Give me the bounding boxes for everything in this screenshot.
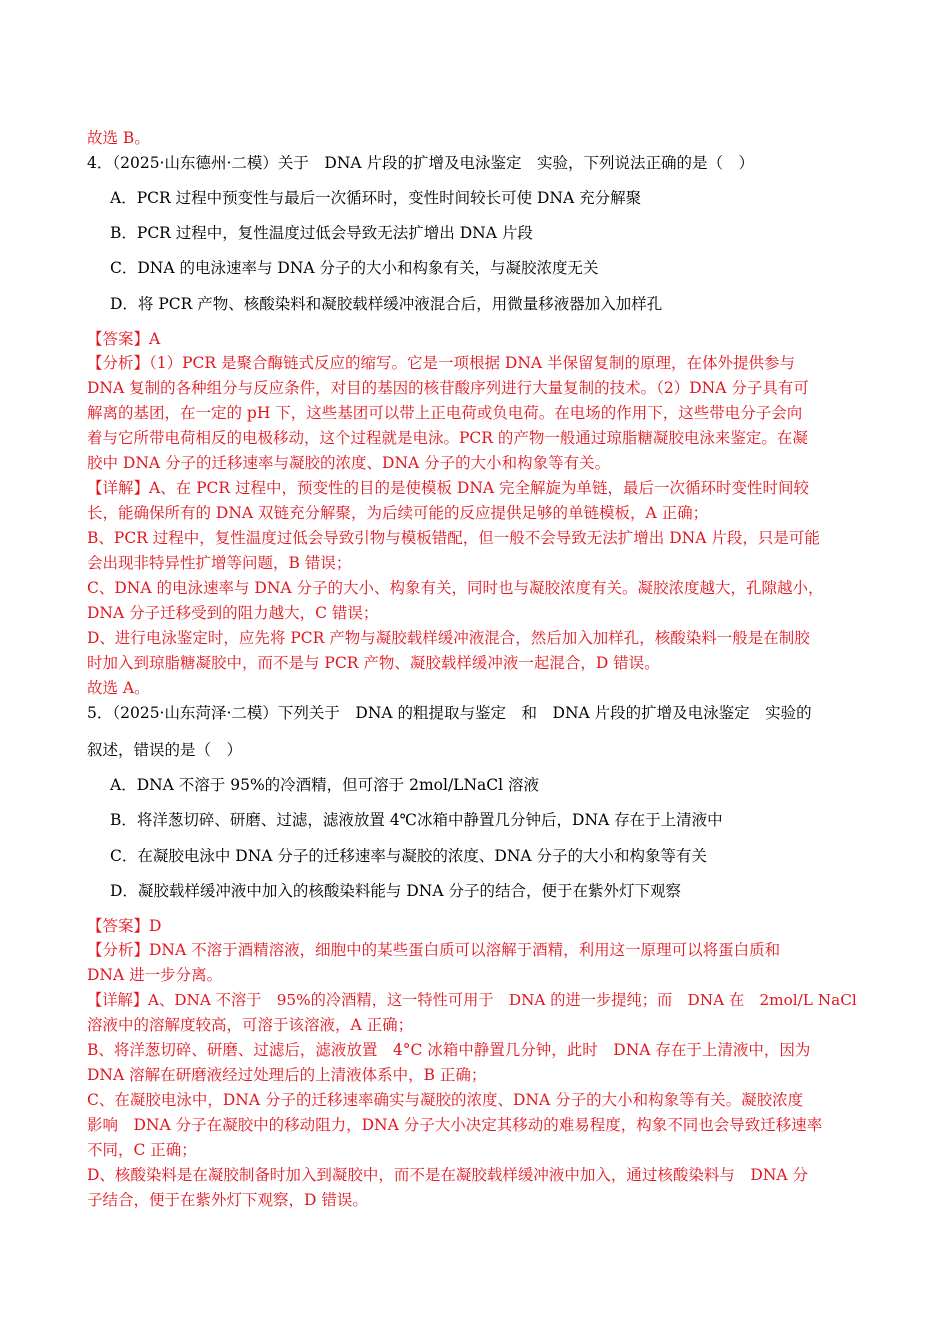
q5-detail-line: 不同，C 正确； <box>87 1141 197 1159</box>
q5-detail-line: B、将洋葱切碎、研磨、过滤后，滤液放置 4°C 冰箱中静置几分钟，此时 DNA 存在于上清液中，因为 <box>87 1041 811 1059</box>
q4-detail-line: B、PCR 过程中，复性温度过低会导致引物与模板错配，但一般不会导致无法扩增出 DNA 片段，只是可能 <box>87 529 820 547</box>
q4-analysis-line: 解离的基团，在一定的 pH 下，这些基团可以带上正电荷或负电荷。在电场的作用下，这些带电分子会向 <box>87 404 803 422</box>
q4-option-d: D．将 PCR 产物、核酸染料和凝胶载样缓冲液混合后，用微量移液器加入加样孔 <box>110 295 663 313</box>
q4-option-c: C．DNA 的电泳速率与 DNA 分子的大小和构象有关，与凝胶浓度无关 <box>110 259 599 277</box>
q4-analysis-line: DNA 复制的各种组分与反应条件，对目的基因的核苷酸序列进行大量复制的技术。（2）DNA 分子具有可 <box>87 379 809 397</box>
q4-detail-line: D、进行电泳鉴定时，应先将 PCR 产物与凝胶载样缓冲液混合，然后加入加样孔，核酸染料一般是在制胶 <box>87 629 810 647</box>
q4-stem: 4．（2025·山东德州·二模）关于 DNA 片段的扩增及电泳鉴定 实验，下列说法正确的是（ ） <box>87 154 755 172</box>
q4-analysis-line: 着与它所带电荷相反的电极移动，这个过程就是电泳。PCR 的产物一般通过琼脂糖凝胶电泳来鉴定。在凝 <box>87 429 808 447</box>
q5-answer: 【答案】D <box>87 917 162 935</box>
q5-detail-line: C、在凝胶电泳中，DNA 分子的迁移速率确实与凝胶的浓度、DNA 分子的大小和构象等有关。凝胶浓度 <box>87 1091 804 1109</box>
q5-option-d: D．凝胶载样缓冲液中加入的核酸染料能与 DNA 分子的结合，便于在紫外灯下观察 <box>110 882 681 900</box>
q4-analysis-line: 【分析】（1）PCR 是聚合酶链式反应的缩写。它是一项根据 DNA 半保留复制的原理，在体外提供参与 <box>87 354 796 372</box>
q4-detail-line: 【详解】A、在 PCR 过程中，预变性的目的是使模板 DNA 完全解旋为单链，最后一次循环时变性时间较 <box>87 479 810 497</box>
q4-answer: 【答案】A <box>87 330 161 348</box>
q4-conclusion: 故选 A。 <box>87 679 150 697</box>
q5-option-a: A．DNA 不溶于 95%的冷酒精，但可溶于 2mol/LNaCl 溶液 <box>110 776 540 794</box>
q5-option-b: B．将洋葱切碎、研磨、过滤，滤液放置 4℃冰箱中静置几分钟后，DNA 存在于上清液中 <box>110 811 723 829</box>
q5-detail-line: D、核酸染料是在凝胶制备时加入到凝胶中，而不是在凝胶载样缓冲液中加入，通过核酸染料与 DNA 分 <box>87 1166 809 1184</box>
q5-stem-line2: 叙述，错误的是（ ） <box>87 741 243 759</box>
q4-option-b: B．PCR 过程中，复性温度过低会导致无法扩增出 DNA 片段 <box>110 224 533 242</box>
q4-detail-line: 时加入到琼脂糖凝胶中，而不是与 PCR 产物、凝胶载样缓冲液一起混合，D 错误。 <box>87 654 660 672</box>
q4-detail-line: 会出现非特异性扩增等问题，B 错误； <box>87 554 352 572</box>
q4-option-a: A．PCR 过程中预变性与最后一次循环时，变性时间较长可使 DNA 充分解聚 <box>110 189 642 207</box>
q5-stem-line1: 5．（2025·山东菏泽·二模）下列关于 DNA 的粗提取与鉴定 和 DNA 片段的扩增及电泳鉴定 实验的 <box>87 704 812 722</box>
q5-detail-line: 子结合，便于在紫外灯下观察，D 错误。 <box>87 1191 368 1209</box>
q5-option-c: C．在凝胶电泳中 DNA 分子的迁移速率与凝胶的浓度、DNA 分子的大小和构象等有关 <box>110 847 708 865</box>
prev-conclusion: 故选 B。 <box>87 129 150 147</box>
q5-analysis-line: 【分析】DNA 不溶于酒精溶液，细胞中的某些蛋白质可以溶解于酒精，利用这一原理可以将蛋白质和 <box>87 941 781 959</box>
q5-detail-line: DNA 溶解在研磨液经过处理后的上清液体系中，B 正确； <box>87 1066 487 1084</box>
q5-analysis-line: DNA 进一步分离。 <box>87 966 223 984</box>
q4-detail-line: 长，能确保所有的 DNA 双链充分解聚，为后续可能的反应提供足够的单链模板，A 正确； <box>87 504 709 522</box>
q4-analysis-line: 胶中 DNA 分子的迁移速率与凝胶的浓度、DNA 分子的大小和构象等有关。 <box>87 454 611 472</box>
q5-detail-line: 溶液中的溶解度较高，可溶于该溶液，A 正确； <box>87 1016 414 1034</box>
q4-detail-line: DNA 分子迁移受到的阻力越大，C 错误； <box>87 604 379 622</box>
q5-detail-line: 【详解】A、DNA 不溶于 95%的冷酒精，这一特性可用于 DNA 的进一步提纯；而 DNA 在 2mol/L NaCl <box>87 991 857 1009</box>
q4-detail-line: C、DNA 的电泳速率与 DNA 分子的大小、构象有关，同时也与凝胶浓度有关。凝胶浓度越大，孔隙越小， <box>87 579 824 597</box>
q5-detail-line: 影响 DNA 分子在凝胶中的移动阻力，DNA 分子大小决定其移动的难易程度，构象不同也会导致迁移速率 <box>87 1116 823 1134</box>
